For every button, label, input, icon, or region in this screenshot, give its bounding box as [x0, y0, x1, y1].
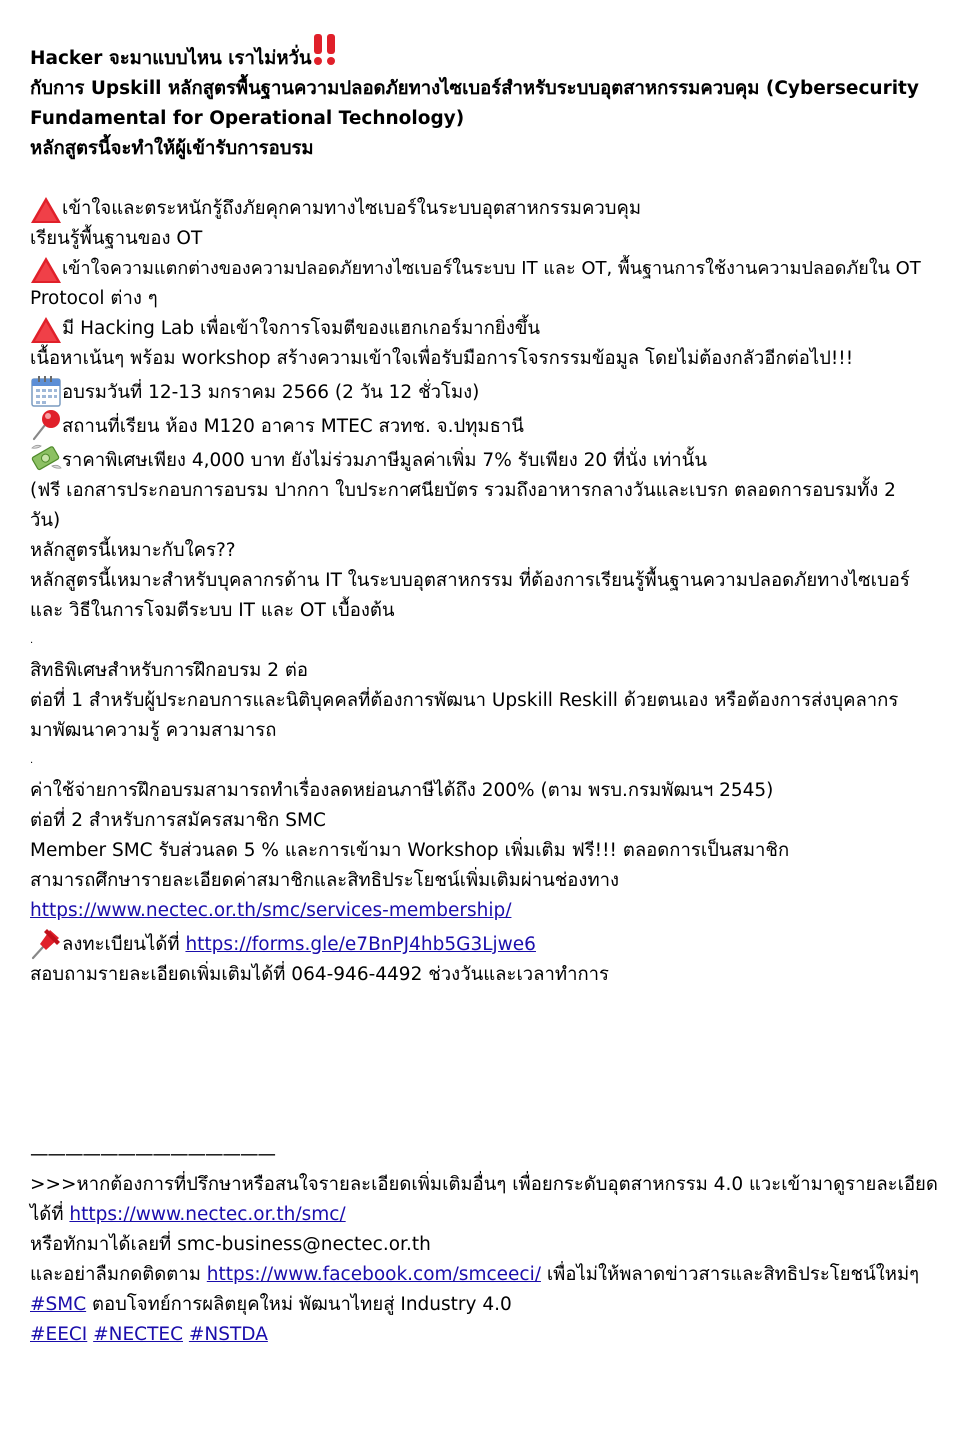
training-price: ราคาพิเศษเพียง 4,000 บาท ยังไม่ร่วมภาษีมูลค่าเพิ่ม 7% รับเพียง 20 ที่นั่ง เท่านั้น	[30, 442, 939, 476]
membership-link[interactable]: https://www.nectec.or.th/smc/services-membership/	[30, 900, 512, 921]
point-2-sub: Protocol ต่าง ๆ	[30, 288, 158, 309]
audience-line-1: หลักสูตรนี้เหมาะสำหรับบุคลากรด้าน IT ในระบบอุตสาหกรรม ที่ต้องการเรียนรู้พื้นฐานความปลอดภัยทางไซเบอร์	[30, 570, 910, 591]
hashtag-smc[interactable]: #SMC	[30, 1294, 87, 1315]
course-title-line-2: Fundamental for Operational Technology)	[30, 108, 465, 129]
membership-link-line	[30, 896, 939, 926]
double-exclamation-icon	[312, 32, 338, 66]
pushpin-icon	[30, 926, 62, 960]
course-title-line-1: กับการ Upskill หลักสูตรพื้นฐานความปลอดภัยทางไซเบอร์สำหรับระบบอุตสาหกรรมควบคุม (Cybersecurity	[30, 78, 919, 99]
separator-dot: .	[30, 635, 34, 646]
email-line: หรือทักมาได้เลยที่ smc-business@nectec.or.th	[30, 1234, 431, 1255]
register-line: ลงทะเบียนได้ที่ https://forms.gle/e7BnPJ4hb5G3Ljwe6	[30, 926, 939, 960]
point-2: เข้าใจความแตกต่างของความปลอดภัยทางไซเบอร์ในระบบ IT และ OT, พื้นฐานการใช้งานความปลอดภัยใน OT	[30, 254, 939, 284]
point-1-sub: เรียนรู้พื้นฐานของ OT	[30, 228, 203, 249]
smc-tag-line: #SMC ตอบโจทย์การผลิตยุคใหม่ พัฒนาไทยสู่ Industry 4.0	[30, 1294, 512, 1315]
red-triangle-icon	[30, 256, 62, 284]
point-1: เข้าใจและตระหนักรู้ถึงภัยคุกคามทางไซเบอร์ในระบบอุตสาหกรรมควบคุม	[30, 194, 939, 224]
hashtag-eeci[interactable]: #EECI	[30, 1324, 88, 1345]
red-triangle-icon	[30, 196, 62, 224]
facebook-link[interactable]: https://www.facebook.com/smceeci/	[206, 1264, 541, 1285]
consult-line-2: ได้ที่ https://www.nectec.or.th/smc/	[30, 1204, 346, 1225]
course-intro: หลักสูตรนี้จะทำให้ผู้เข้ารับการอบรม	[30, 138, 314, 159]
consult-line-1: >>>หากต้องการที่ปรึกษาหรือสนใจรายละเอียดเพิ่มเติมอื่นๆ เพื่อยกระดับอุตสาหกรรม 4.0 แวะเข้ามาดูรายละเอียด	[30, 1174, 938, 1195]
headline: Hacker จะมาแบบไหน เราไม่หวั่น	[30, 32, 939, 74]
red-triangle-icon	[30, 316, 62, 344]
smc-link[interactable]: https://www.nectec.or.th/smc/	[69, 1204, 346, 1225]
follow-line: และอย่าลืมกดติดตาม https://www.facebook.com/smceeci/ เพื่อไม่ให้พลาดข่าวสารและสิทธิประโยชน์ใหม่ๆ	[30, 1264, 920, 1285]
privilege-1-line-2: มาพัฒนาความรู้ ความสามารถ	[30, 720, 277, 741]
calendar-icon	[30, 374, 62, 408]
round-pushpin-icon	[30, 408, 62, 442]
member-discount: Member SMC รับส่วนลด 5 % และการเข้ามา Workshop เพิ่มเติม ฟรี!!! ตลอดการเป็นสมาชิก	[30, 840, 790, 861]
training-place: สถานที่เรียน ห้อง M120 อาคาร MTEC สวทช. จ.ปทุมธานี	[30, 408, 939, 442]
privileges-title: สิทธิพิเศษสำหรับการฝึกอบรม 2 ต่อ	[30, 660, 308, 681]
divider: ——————————————	[30, 1144, 275, 1165]
point-3-sub: เนื้อหาเน้นๆ พร้อม workshop สร้างความเข้าใจเพื่อรับมือการโจรกรรมข้อมูล โดยไม่ต้องกลัวอีกต่อไป!!!	[30, 348, 854, 369]
hashtag-nectec[interactable]: #NECTEC	[93, 1324, 184, 1345]
contact-info: สอบถามรายละเอียดเพิ่มเติมได้ที่ 064-946-4492 ช่วงวันและเวลาทำการ	[30, 964, 609, 985]
point-3: มี Hacking Lab เพื่อเข้าใจการโจมตีของแฮกเกอร์มากยิ่งขึ้น	[30, 314, 939, 344]
separator-dot: .	[30, 755, 34, 766]
money-with-wings-icon	[30, 442, 62, 476]
free-items-line-2: วัน)	[30, 510, 61, 531]
audience-question: หลักสูตรนี้เหมาะกับใคร??	[30, 540, 236, 561]
privilege-1-line-1: ต่อที่ 1 สำหรับผู้ประกอบการและนิติบุคคลที่ต้องการพัฒนา Upskill Reskill ด้วยตนเอง หรือต้องการส่งบุคลากร	[30, 690, 899, 711]
membership-info: สามารถศึกษารายละเอียดค่าสมาชิกและสิทธิประโยชน์เพิ่มเติมผ่านช่องทาง	[30, 870, 620, 891]
audience-line-2: และ วิธีในการโจมตีระบบ IT และ OT เบื้องต้น	[30, 600, 395, 621]
hashtags	[30, 1320, 939, 1350]
tax-deduction: ค่าใช้จ่ายการฝึกอบรมสามารถทำเรื่องลดหย่อนภาษีได้ถึง 200% (ตาม พรบ.กรมพัฒนฯ 2545)	[30, 780, 774, 801]
training-date: อบรมวันที่ 12-13 มกราคม 2566 (2 วัน 12 ชั่วโมง)	[30, 374, 939, 408]
free-items-line-1: (ฟรี เอกสารประกอบการอบรม ปากกา ใบประกาศนียบัตร รวมถึงอาหารกลางวันและเบรก ตลอดการอบรมทั้ง 2	[30, 480, 896, 501]
register-link[interactable]: https://forms.gle/e7BnPJ4hb5G3Ljwe6	[185, 934, 536, 955]
privilege-2: ต่อที่ 2 สำหรับการสมัครสมาชิก SMC	[30, 810, 326, 831]
hashtag-nstda[interactable]: #NSTDA	[188, 1324, 268, 1345]
